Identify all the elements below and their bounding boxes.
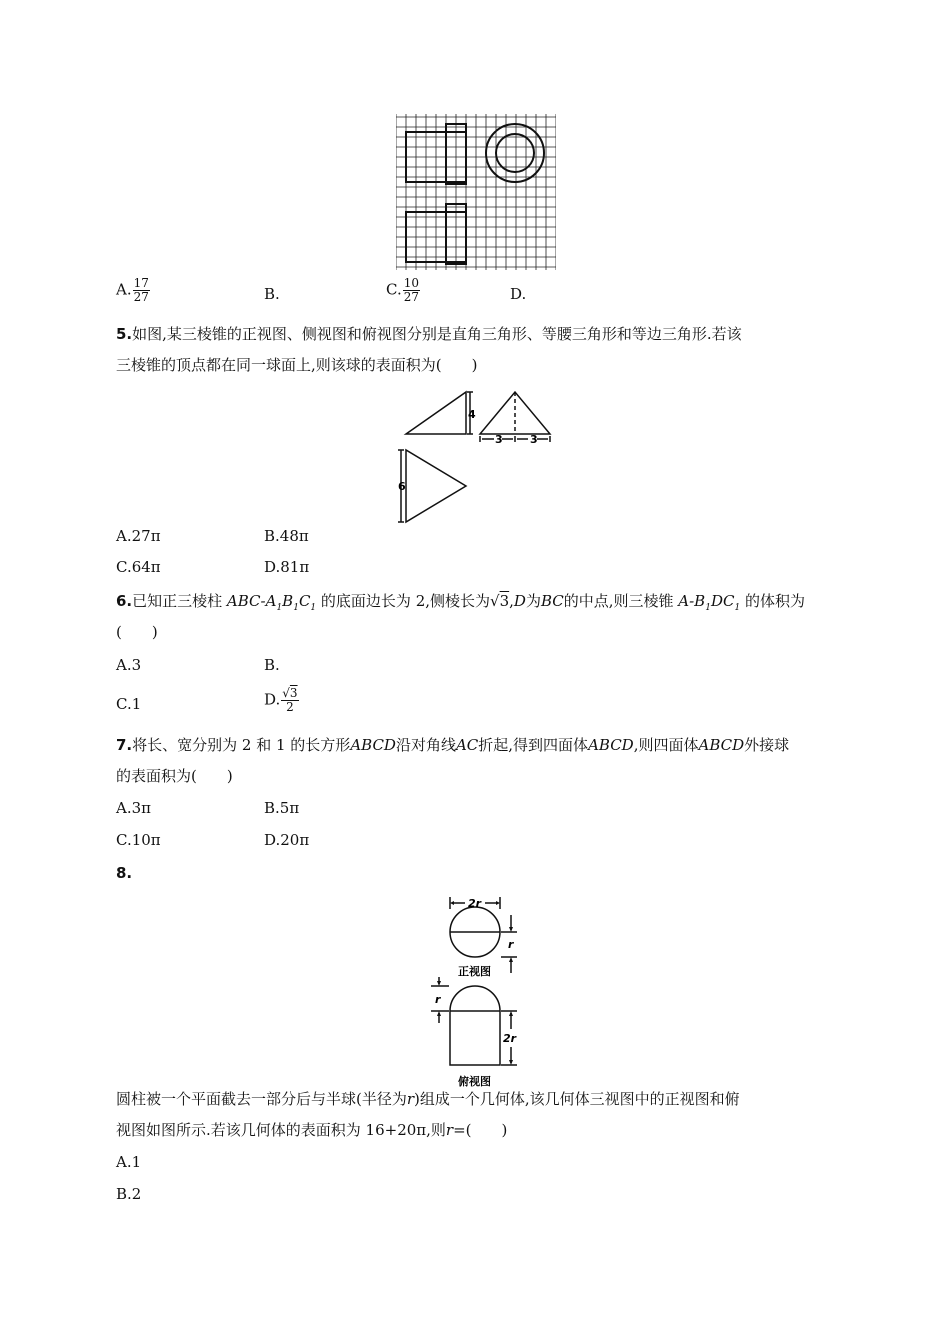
q6-stem-line-2: ( ) [116,623,158,641]
q6-option-d-radicand: 3 [289,686,298,700]
q8-top-r-label: r [435,993,441,1006]
q5-three-views-figure [398,382,558,527]
q6-segment-bc: BC [540,592,564,610]
q6-sub-3: 1 [310,603,317,613]
q6-option-d-fraction [281,687,298,714]
q6-option-d [264,687,299,714]
q7-stem-line-1 [116,735,789,755]
q4-option-c-fraction [403,277,420,304]
q6-option-a: A.3 [116,656,142,674]
q8-option-b: B.2 [116,1185,142,1203]
q6-pyramid-part-1: A-B [678,592,706,610]
q6-sub-1: 1 [276,603,283,613]
three-view-grid-figure [396,114,556,270]
q7-option-d: D.20π [264,831,310,849]
q5-option-b: B.48π [264,527,309,545]
q7-option-c: C.10π [116,831,161,849]
q7-diagonal-ac: AC [455,736,479,754]
q7-text-4: ,则四面体 [633,736,699,754]
q7-tetra-abcd-2: ABCD [698,736,745,754]
q7-tetra-abcd: ABCD [588,736,634,754]
q6-pyramid-name [678,592,741,613]
q6-option-d-label: D. [264,690,281,709]
q6-stem-line-1 [116,591,805,618]
q6-sub-5: 1 [734,603,741,613]
q6-text-5: 的中点,则三棱锥 [563,592,679,610]
q8-front-r-label: r [508,938,514,951]
q5-option-c: C.64π [116,558,161,576]
q7-text-3: 折起,得到四面体 [478,736,589,754]
q7-text-2: 沿对角线 [395,736,456,754]
q4-option-c-numerator: 10 [403,276,419,290]
q8-diameter-label: 2r [468,897,482,910]
q8-radius-r: r [406,1090,415,1108]
q6-option-b: B. [264,656,280,674]
q6-sqrt: √3 [490,592,510,610]
q8-text-2: )组成一个几何体,该几何体三视图中的正视图和俯 [414,1090,740,1108]
q6-point-d: D [513,592,526,610]
q8-option-a: A.1 [116,1153,142,1171]
q6-text-3: , [509,592,514,610]
q6-text-6: 的体积为 [740,592,805,610]
q5-option-d: D.81π [264,558,310,576]
q8-stem-line-1 [116,1089,740,1109]
q6-prism-part-2: B [282,592,294,610]
q8-stem-line-2 [116,1120,507,1140]
q4-option-a-fraction [133,277,150,304]
q4-option-c-denominator: 27 [403,290,419,304]
q6-prism-part-3: C [298,592,311,610]
q6-number: 6. [116,592,133,610]
q8-text-3: 视图如图所示.若该几何体的表面积为 16+20π,则 [116,1121,446,1139]
q4-option-c [386,277,420,304]
q8-number: 8. [116,864,133,882]
q6-prism-name [226,592,317,613]
q6-text-2: 的底面边长为 2,侧棱长为 [316,592,491,610]
q5-text-1: 如图,某三棱锥的正视图、侧视图和俯视图分别是直角三角形、等腰三角形和等边三角形.若该 [132,325,742,343]
q8-text-4: =( ) [453,1121,508,1139]
q5-stem-line-1 [116,324,742,344]
q4-option-a-denominator: 27 [133,290,149,304]
q5-number: 5. [116,325,133,343]
q7-rect-abcd: ABCD [350,736,396,754]
q6-prism-part-1: ABC-A [226,592,277,610]
q5-stem-line-2: 三棱锥的顶点都在同一球面上,则该球的表面积为( ) [116,356,478,374]
q4-option-a [116,277,150,304]
q6-sub-4: 1 [705,603,711,613]
q5-half-base-right-label: 3 [530,433,538,446]
q8-top-2r-label: 2r [503,1032,517,1045]
q6-option-c: C.1 [116,695,142,713]
q6-text-1: 已知正三棱柱 [132,592,227,610]
q4-option-b: B. [264,285,280,303]
q7-option-a: A.3π [116,799,152,817]
q7-text-5: 外接球 [744,736,790,754]
q4-option-a-numerator: 17 [133,276,149,290]
q7-stem-line-2: 的表面积为( ) [116,767,233,785]
q6-text-4: 为 [525,592,541,610]
q8-front-and-top-views-figure [425,893,535,1093]
q8-front-view-caption: 正视图 [458,965,491,978]
q5-height-label: 4 [468,408,476,421]
q7-option-b: B.5π [264,799,300,817]
q7-number: 7. [116,736,133,754]
q6-pyramid-part-2: DC [710,592,735,610]
q5-half-base-left-label: 3 [495,433,503,446]
q6-sub-2: 1 [293,603,299,613]
q8-top-view-caption: 俯视图 [458,1075,491,1088]
q7-text-1: 将长、宽分别为 2 和 1 的长方形 [132,736,351,754]
q6-option-d-numerator: √3 [282,686,298,700]
q6-option-d-denominator: 2 [286,700,294,714]
q4-option-d: D. [510,285,527,303]
q6-sqrt-radicand: 3 [499,592,510,610]
q5-side-label: 6 [398,480,406,493]
q8-text-1: 圆柱被一个平面截去一部分后与半球(半径为 [116,1090,407,1108]
q4-option-c-label: C. [386,280,402,299]
q4-option-a-label: A. [116,280,132,299]
q5-option-a: A.27π [116,527,161,545]
q8-radius-r-2: r [445,1121,454,1139]
